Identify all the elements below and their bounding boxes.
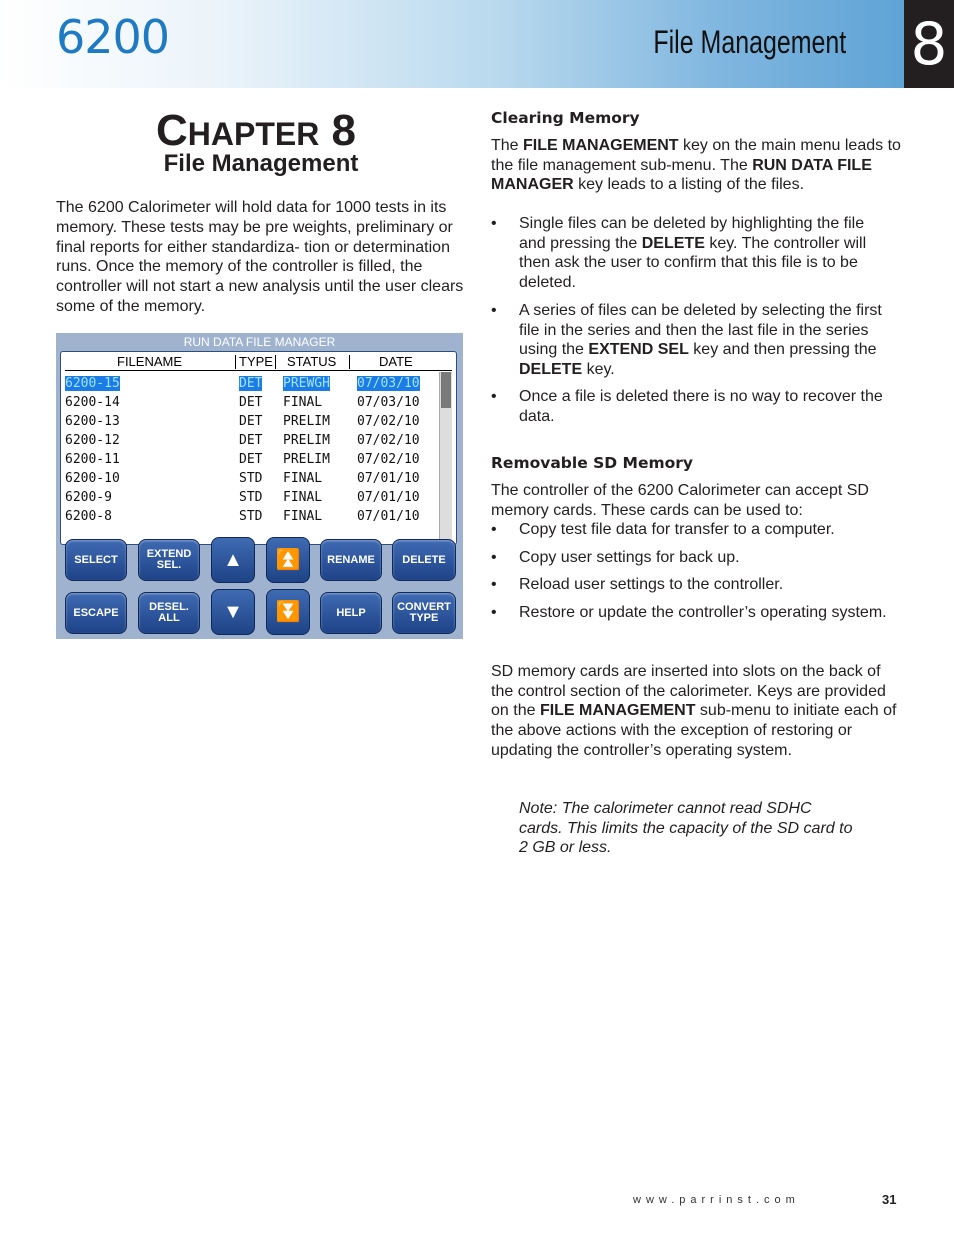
chapter-heading xyxy=(56,106,456,156)
help-button[interactable] xyxy=(320,592,382,634)
rename-button-label: RENAME xyxy=(327,553,375,566)
convert-type-button-label: CONVERT TYPE xyxy=(397,601,451,624)
bullet-text: Once a file is deleted there is no way to recover the data. xyxy=(519,388,883,425)
sd-intro-paragraph: The controller of the 6200 Calorimeter can accept SD memory cards. These cards can be used to: xyxy=(491,482,869,519)
file-manager-screen xyxy=(56,333,463,639)
bullet-dot: • xyxy=(491,215,497,232)
escape-button-label: ESCAPE xyxy=(73,606,119,619)
bullet-text: Copy test file data for transfer to a computer. xyxy=(519,521,835,538)
escape-button[interactable] xyxy=(65,592,127,634)
text-run: Single files can be deleted by highlighting the file and pressing the xyxy=(519,215,865,252)
cell-filename: 6200-12 xyxy=(65,433,120,448)
chapter-subtitle: File Management xyxy=(163,150,359,177)
bullet-dot: • xyxy=(491,388,497,405)
cell-type: DET xyxy=(239,395,263,410)
cell-filename: 6200-15 xyxy=(65,376,120,391)
bullet-dot: • xyxy=(491,302,497,319)
extend-sel-button-label: EXTEND SEL. xyxy=(146,548,192,571)
text-run-bold: DELETE xyxy=(641,234,705,252)
page-header xyxy=(0,0,904,88)
bullet-dot: • xyxy=(491,604,497,621)
bullet-text: Restore or update the controller’s operating system. xyxy=(519,604,887,621)
text-run: A series of files can be deleted by selecting the first file in the series and then the last file in the series using the xyxy=(519,302,882,359)
cell-status: FINAL xyxy=(283,471,323,486)
column-separator xyxy=(349,355,350,369)
chapter-tab: 8 xyxy=(904,0,954,88)
text-run: key and then pressing the xyxy=(688,341,877,359)
cell-date: 07/01/10 xyxy=(357,471,420,486)
cell-date: 07/02/10 xyxy=(357,452,420,467)
header-rule xyxy=(65,370,452,371)
cell-filename: 6200-10 xyxy=(65,471,120,486)
text-run: sub-menu to initiate each of the above actions with the exception of restoring or updating the controller’s operating system. xyxy=(491,702,897,759)
desel-all-button-label: DESEL. ALL xyxy=(149,601,189,624)
text-run: key leads to a listing of the files. xyxy=(573,176,805,194)
text-run-bold: FILE MANAGEMENT xyxy=(523,137,679,154)
extend-sel-button[interactable] xyxy=(138,539,200,581)
bullet-dot: • xyxy=(491,521,497,538)
column-header-status[interactable]: STATUS xyxy=(287,354,337,369)
sd-memory-heading: Removable SD Memory xyxy=(491,454,694,472)
delete-button[interactable] xyxy=(392,539,456,581)
clearing-paragraph xyxy=(491,136,903,195)
up-arrow-icon[interactable]: ▲ xyxy=(211,537,255,583)
desel-all-button[interactable] xyxy=(138,592,200,634)
column-separator xyxy=(275,355,276,369)
page-up-icon[interactable]: ⏫ xyxy=(266,537,310,583)
text-run: key on the main menu leads to the file management sub-menu. The xyxy=(491,137,901,174)
chapter-heading-initial: C xyxy=(155,106,188,155)
cell-filename: 6200-14 xyxy=(65,395,120,410)
cell-date: 07/03/10 xyxy=(357,395,420,410)
text-run-bold: EXTEND SEL xyxy=(588,341,689,359)
convert-type-button[interactable] xyxy=(392,592,456,634)
list-scrollbar[interactable] xyxy=(439,372,452,540)
sdhc-note: Note: The calorimeter cannot read SDHC cards. This limits the capacity of the SD card to 2 GB or less. xyxy=(519,800,853,857)
text-run-bold: DELETE xyxy=(519,361,583,379)
cell-date: 07/02/10 xyxy=(357,433,420,448)
select-button-label: SELECT xyxy=(74,553,118,566)
section-title: File Management xyxy=(653,24,846,60)
column-separator xyxy=(235,355,236,369)
column-header-type[interactable]: TYPE xyxy=(239,354,273,369)
model-number: 6200 xyxy=(56,10,170,64)
cell-type: DET xyxy=(239,452,263,467)
select-button[interactable] xyxy=(65,539,127,581)
text-run: SD memory cards are inserted into slots on the back of the control section of the calorimeter. Keys are provided on the xyxy=(491,663,886,720)
bullet-dot: • xyxy=(491,549,497,566)
screen-title: RUN DATA FILE MANAGER xyxy=(183,335,336,349)
chapter-heading-number: 8 xyxy=(331,106,357,155)
cell-type: DET xyxy=(239,414,263,429)
column-header-filename[interactable]: FILENAME xyxy=(117,354,183,369)
cell-type: STD xyxy=(239,471,263,486)
cell-date: 07/01/10 xyxy=(357,509,420,524)
text-run-bold: FILE MANAGEMENT xyxy=(539,702,696,720)
cell-type: STD xyxy=(239,490,263,505)
bullet-dot: • xyxy=(491,576,497,593)
cell-status: PRELIM xyxy=(283,433,330,448)
down-arrow-icon[interactable]: ▼ xyxy=(211,589,255,635)
scrollbar-thumb[interactable] xyxy=(441,372,451,408)
clearing-memory-heading: Clearing Memory xyxy=(491,109,640,127)
bullet-text: Reload user settings to the controller. xyxy=(519,576,784,593)
bullet-text: Copy user settings for back up. xyxy=(519,549,740,566)
intro-paragraph: The 6200 Calorimeter will hold data for 1000 tests in its memory. These tests may be pre weights, preliminary or final reports for either standardiza- tion or determination runs. Once the memory of the controller is filled, the controller will not start a new analysis until the user clears some of the memory. xyxy=(56,199,464,315)
cell-type: STD xyxy=(239,509,263,524)
text-run: key. The controller will then ask the user to confirm that this file is to be deleted. xyxy=(519,234,867,292)
delete-button-label: DELETE xyxy=(402,553,446,566)
chapter-heading-word: HAPTER xyxy=(187,116,320,152)
sd-slots-paragraph xyxy=(491,662,903,761)
cell-date: 07/01/10 xyxy=(357,490,420,505)
cell-filename: 6200-8 xyxy=(65,509,112,524)
cell-date: 07/03/10 xyxy=(357,376,420,391)
text-run: key. xyxy=(582,361,615,379)
bullet-text xyxy=(519,301,891,380)
help-button-label: HELP xyxy=(336,606,366,619)
rename-button[interactable] xyxy=(320,539,382,581)
column-header-date[interactable]: DATE xyxy=(379,354,413,369)
cell-date: 07/02/10 xyxy=(357,414,420,429)
cell-status: FINAL xyxy=(283,490,323,505)
text-run-bold: RUN DATA FILE MANAGER xyxy=(491,156,872,194)
cell-type: DET xyxy=(239,433,263,448)
bullet-text xyxy=(519,214,891,293)
page-number: 31 xyxy=(882,1192,897,1207)
cell-status: FINAL xyxy=(283,509,323,524)
cell-status: FINAL xyxy=(283,395,323,410)
cell-type: DET xyxy=(239,376,263,391)
cell-status: PRELIM xyxy=(283,452,330,467)
cell-status: PREWGH xyxy=(283,376,330,391)
footer-url: www.parrinst.com xyxy=(633,1194,800,1206)
cell-status: PRELIM xyxy=(283,414,330,429)
page-down-icon[interactable]: ⏬ xyxy=(266,589,310,635)
cell-filename: 6200-9 xyxy=(65,490,112,505)
text-run: The xyxy=(491,137,524,154)
cell-filename: 6200-11 xyxy=(65,452,120,467)
cell-filename: 6200-13 xyxy=(65,414,120,429)
file-list[interactable] xyxy=(60,351,457,545)
